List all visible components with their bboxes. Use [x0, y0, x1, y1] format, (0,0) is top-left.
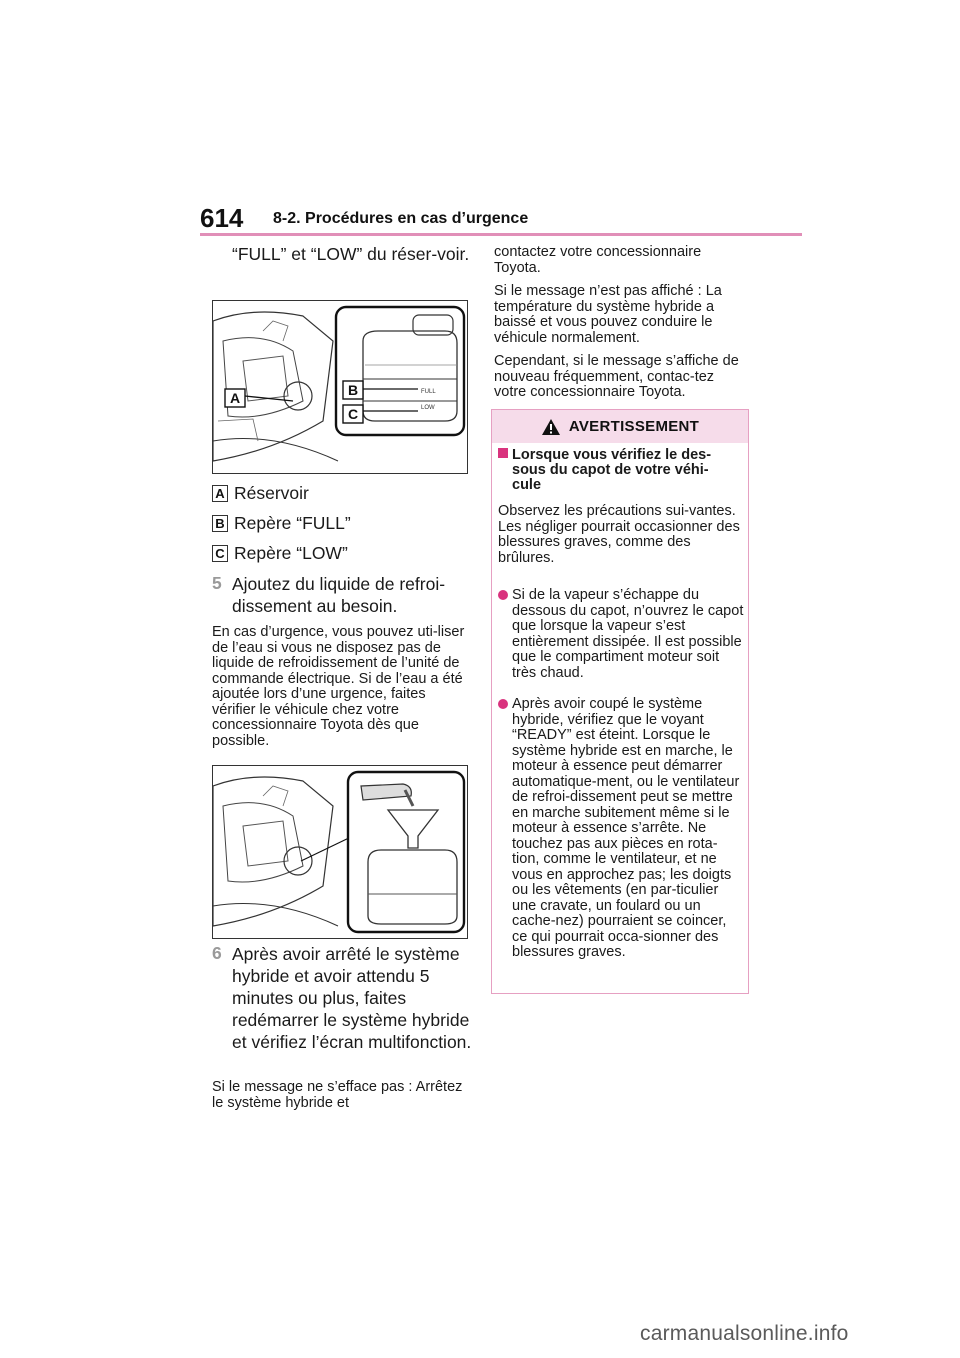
- figure-engine-reservoir: [212, 300, 468, 474]
- step6-text: Après avoir arrêté le système hybride et avoir attendu 5 minutes ou plus, faites redémarrer le système hybride et vérifiez l’écran multifonction.: [232, 944, 472, 1052]
- warning-box: [491, 409, 749, 994]
- warning-header: [492, 410, 748, 443]
- legend-key-b: B: [212, 515, 228, 532]
- paragraph-message-not-shown: Si le message n’est pas affiché : La température du système hybride a baissé et vous pouvez conduire le véhicule normalement.: [494, 283, 722, 346]
- legend-key-c: C: [212, 545, 228, 562]
- legend-row-c: [212, 543, 348, 563]
- step4-continuation: “FULL” et “LOW” du réser-voir.: [232, 244, 470, 264]
- warning-title: AVERTISSEMENT: [568, 418, 700, 435]
- full-mark-label: FULL: [421, 389, 436, 395]
- step5-number: 5: [212, 573, 222, 593]
- paragraph-message-frequent: Cependant, si le message s’affiche de nouveau fréquemment, contac-tez votre concessionnaire Toyota.: [494, 353, 739, 400]
- warning-intro: Observez les précautions sui-vantes. Les négliger pourrait occasionner des blessures graves, comme des brûlures.: [498, 503, 740, 566]
- legend-label-b: Repère “FULL”: [234, 512, 351, 533]
- warning-heading-line2: sous du capot de votre véhi-: [512, 462, 709, 478]
- note-message-not-cleared: Si le message ne s’efface pas : Arrêtez le système hybride et: [212, 1079, 463, 1111]
- low-mark-label: LOW: [421, 405, 435, 411]
- warning-bullet-steam: [498, 588, 744, 681]
- dot-bullet-icon: [498, 590, 508, 600]
- warning-bullet-ready-text: Après avoir coupé le système hybride, vérifiez que le voyant “READY” est éteint. Lorsque le système hybride est en marche, le moteur à essence peut démarrer automatique-ment, ou le ventilateur de refroi-dissement peut se mettre en marche subitement même si le moteur à essence s’arrête. Ne touchez pas aux pièces en rota-tion, comme le ventilateur, et ne vous en approchez pas; les doigts ou les vêtements (en par-ticulier une cravate, un foulard ou un cache-nez) pourraient se coincer, ce qui pourrait occa-sionner des blessures graves.: [512, 696, 740, 960]
- note-emergency-water: En cas d’urgence, vous pouvez uti-liser de l’eau si vous ne disposez pas de liquide de refroidissement de l’unité de commande électrique. Si de l’eau a été ajoutée lors d’une urgence, faites vérifier le véhicule chez votre concessionnaire Toyota dès que possible.: [212, 624, 465, 749]
- callout-c: C: [348, 406, 359, 422]
- warning-triangle-icon: [541, 418, 561, 436]
- warning-heading-line1: Lorsque vous vérifiez le des-: [512, 447, 712, 463]
- legend-row-a: [212, 483, 309, 503]
- legend-label-a: Réservoir: [234, 482, 309, 503]
- warning-heading-line3: cule: [512, 477, 542, 493]
- warning-bullet-ready: [498, 697, 744, 961]
- page-number: 614: [200, 203, 244, 233]
- legend-key-a: A: [212, 485, 228, 502]
- section-title: 8-2. Procédures en cas d’urgence: [273, 210, 529, 227]
- legend-row-b: [212, 513, 351, 533]
- figure-adding-coolant: [212, 765, 468, 939]
- square-bullet-icon: [498, 448, 508, 458]
- paragraph-contact-dealer: contactez votre concessionnaire Toyota.: [494, 244, 702, 276]
- legend-label-c: Repère “LOW”: [234, 542, 348, 563]
- step6-number: 6: [212, 943, 222, 963]
- callout-b: B: [348, 382, 359, 398]
- callout-a: A: [230, 390, 241, 406]
- step5-text: Ajoutez du liquide de refroi-dissement au besoin.: [232, 574, 446, 616]
- right-column-text: [494, 245, 750, 409]
- engine-compartment-illustration: [213, 301, 467, 473]
- warning-heading: [498, 448, 744, 493]
- warning-bullet-steam-text: Si de la vapeur s’échappe du dessous du capot, n’ouvrez le capot que lorsque la vapeur s’est entièrement dissipée. Il est possible que le compartiment moteur soit très chaud.: [512, 587, 744, 681]
- watermark: carmanualsonline.info: [640, 1322, 849, 1345]
- header-rule: [200, 233, 802, 236]
- dot-bullet-icon: [498, 699, 508, 709]
- coolant-funnel-illustration: [213, 766, 467, 938]
